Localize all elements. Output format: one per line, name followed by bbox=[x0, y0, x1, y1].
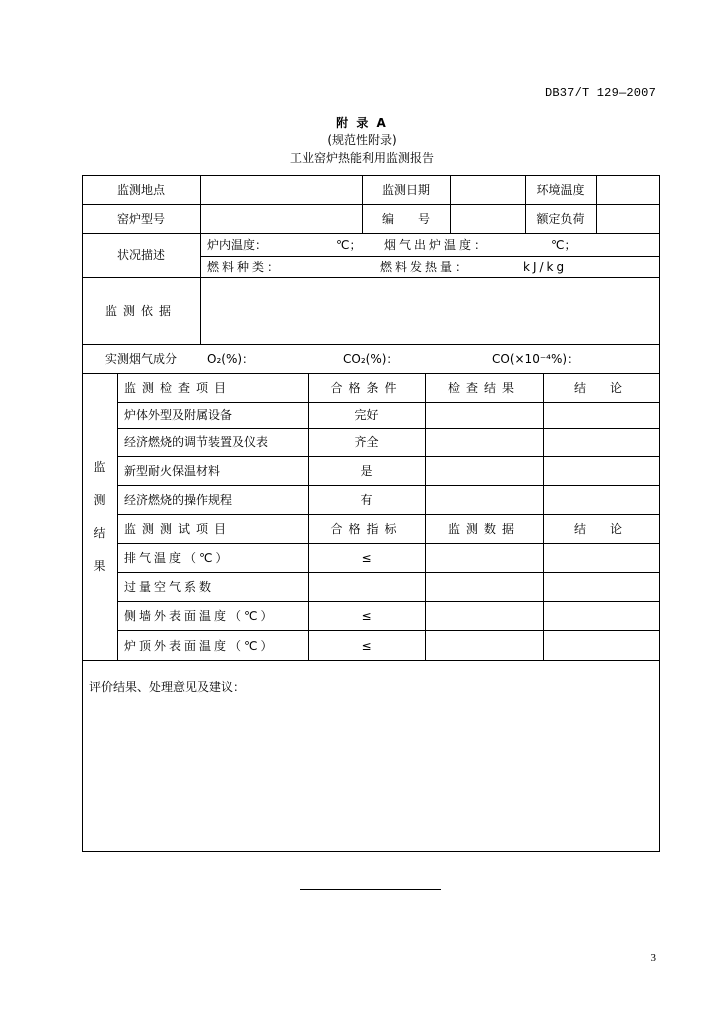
test-row-cond: ≤ bbox=[361, 639, 372, 653]
fuel-heat-unit: kJ/kg bbox=[523, 260, 568, 274]
rule bbox=[200, 175, 201, 344]
test-row-item: 排气温度（℃） bbox=[124, 551, 231, 565]
flue-temp-label: 烟气出炉温度： bbox=[384, 238, 490, 252]
rule bbox=[425, 373, 426, 660]
test-conclusion-header: 结 论 bbox=[573, 522, 628, 536]
inspect-row-item: 经济燃烧的操作规程 bbox=[124, 493, 233, 507]
inspect-result-header: 检查结果 bbox=[447, 381, 520, 395]
flue-temp-unit: ℃； bbox=[551, 238, 577, 252]
rule bbox=[117, 402, 660, 403]
rule bbox=[200, 256, 660, 257]
appendix-subtitle: (规范性附录) bbox=[327, 133, 397, 147]
furnace-temp-label: 炉内温度： bbox=[207, 238, 268, 252]
test-cond-header: 合格指标 bbox=[330, 522, 403, 536]
rule bbox=[82, 233, 660, 234]
inspect-row-cond: 完好 bbox=[354, 408, 379, 422]
results-side-label-3: 结 bbox=[93, 526, 106, 540]
model-label: 窑炉型号 bbox=[116, 212, 165, 226]
rule bbox=[117, 572, 660, 573]
rule bbox=[82, 204, 660, 205]
results-side-label-1: 监 bbox=[93, 460, 106, 474]
inspect-row-cond: 有 bbox=[360, 493, 373, 507]
results-side-label-2: 测 bbox=[93, 493, 106, 507]
rule bbox=[82, 851, 660, 852]
rule bbox=[82, 373, 660, 374]
inspect-row-item: 炉体外型及附属设备 bbox=[124, 408, 233, 422]
rule bbox=[82, 175, 83, 852]
co2-label: CO₂(%)： bbox=[343, 352, 399, 366]
rule bbox=[117, 485, 660, 486]
o2-label: O₂(%)： bbox=[207, 352, 255, 366]
rule bbox=[450, 175, 451, 233]
rule bbox=[117, 601, 660, 602]
fuel-type-label: 燃料种类： bbox=[207, 260, 283, 274]
test-data-header: 监测数据 bbox=[447, 522, 520, 536]
test-row-item: 过量空气系数 bbox=[124, 580, 215, 594]
flue-composition-label: 实测烟气成分 bbox=[104, 352, 177, 366]
appendix-title: 附 录 A bbox=[336, 116, 388, 130]
test-row-cond: ≤ bbox=[361, 609, 372, 623]
evaluation-label: 评价结果、处理意见及建议： bbox=[89, 680, 246, 694]
rule bbox=[82, 344, 660, 345]
standard-code: DB37/T 129—2007 bbox=[544, 86, 656, 100]
inspect-cond-header: 合格条件 bbox=[330, 381, 403, 395]
results-side-label-4: 果 bbox=[93, 559, 106, 573]
inspect-row-item: 经济燃烧的调节装置及仪表 bbox=[124, 435, 269, 449]
rated-load-label: 额定负荷 bbox=[536, 212, 585, 226]
inspect-item-header: 监测检查项目 bbox=[124, 381, 233, 395]
rule bbox=[117, 456, 660, 457]
inspect-row-cond: 齐全 bbox=[354, 435, 379, 449]
rule bbox=[82, 175, 660, 176]
rule bbox=[117, 630, 660, 631]
date-label: 监测日期 bbox=[381, 183, 430, 197]
furnace-temp-unit: ℃； bbox=[336, 238, 362, 252]
fuel-heat-label: 燃料发热量： bbox=[380, 260, 471, 274]
rule bbox=[82, 660, 660, 661]
ambient-temp-label: 环境温度 bbox=[536, 183, 585, 197]
status-label: 状况描述 bbox=[116, 248, 165, 262]
test-row-item: 炉顶外表面温度（℃） bbox=[124, 639, 276, 653]
location-label: 监测地点 bbox=[116, 183, 165, 197]
inspect-row-item: 新型耐火保温材料 bbox=[124, 464, 221, 478]
rule bbox=[596, 175, 597, 233]
page-number: 3 bbox=[650, 952, 656, 964]
basis-label: 监测依据 bbox=[104, 304, 177, 318]
rule bbox=[117, 428, 660, 429]
inspect-conclusion-header: 结 论 bbox=[573, 381, 628, 395]
test-row-cond: ≤ bbox=[361, 551, 372, 565]
test-item-header: 监测测试项目 bbox=[124, 522, 233, 536]
inspect-row-cond: 是 bbox=[360, 464, 373, 478]
rule bbox=[117, 514, 660, 515]
rule bbox=[117, 373, 118, 660]
rule bbox=[82, 277, 660, 278]
number-label: 编 号 bbox=[381, 212, 430, 226]
co-label: CO(×10⁻⁴%)： bbox=[492, 352, 580, 366]
rule bbox=[659, 175, 660, 852]
footer-rule bbox=[300, 889, 441, 890]
rule bbox=[543, 373, 544, 660]
report-title: 工业窑炉热能利用监测报告 bbox=[289, 151, 434, 165]
rule bbox=[117, 543, 660, 544]
test-row-item: 侧墙外表面温度（℃） bbox=[124, 609, 276, 623]
